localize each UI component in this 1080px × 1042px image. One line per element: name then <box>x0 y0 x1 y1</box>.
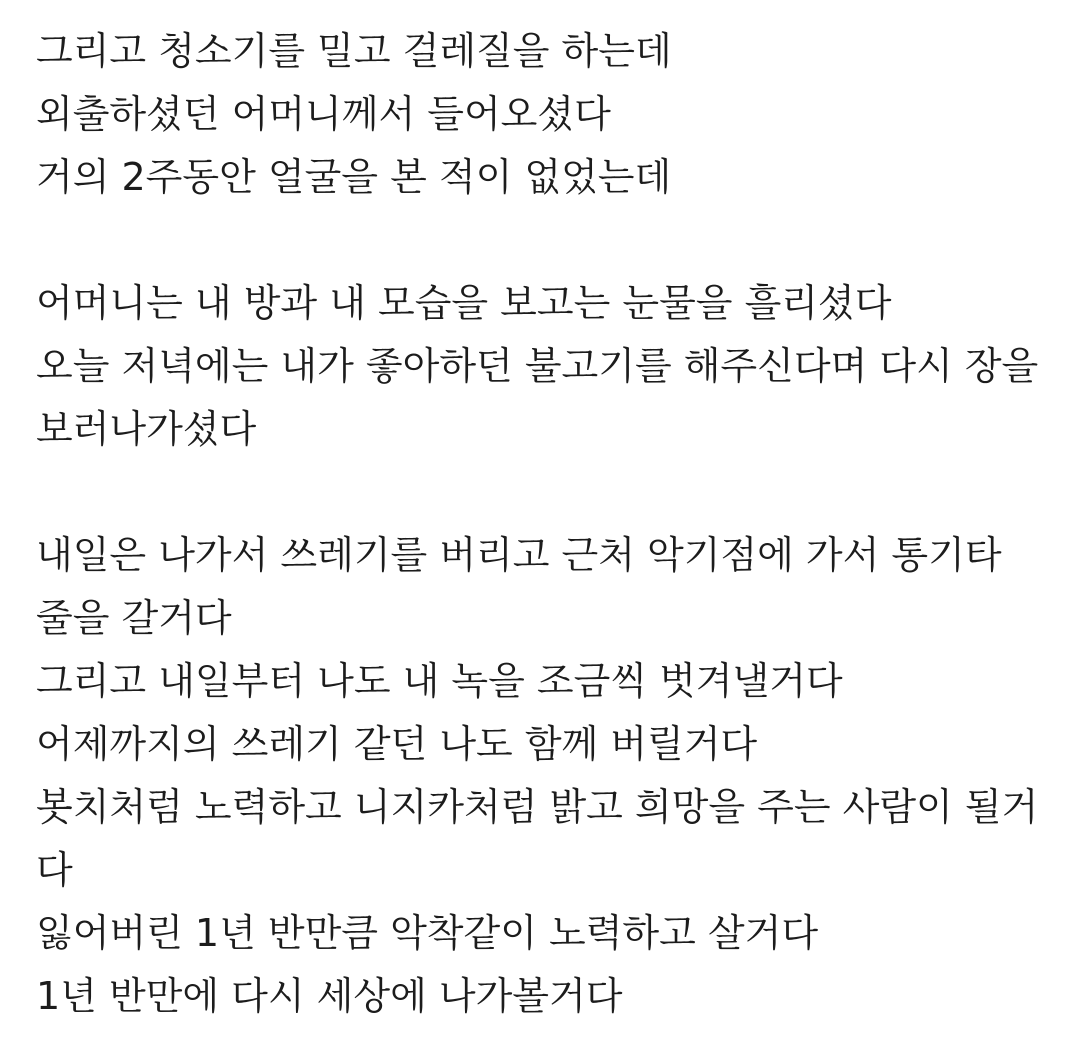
text-line: 그리고 내일부터 나도 내 녹을 조금씩 벗겨낼거다 <box>36 659 843 703</box>
text-line: 외출하셨던 어머니께서 들어오셨다 <box>36 92 611 136</box>
text-line: 다 <box>36 848 73 892</box>
text-line: 봇치처럼 노력하고 니지카처럼 밝고 희망을 주는 사람이 될거 <box>36 785 1039 829</box>
text-line: 그리고 청소기를 밀고 걸레질을 하는데 <box>36 29 672 73</box>
text-line: 잃어버린 1년 반만큼 악착같이 노력하고 살거다 <box>36 911 819 955</box>
text-line: 어머니는 내 방과 내 모습을 보고는 눈물을 흘리셨다 <box>36 281 892 325</box>
text-line: 내일은 나가서 쓰레기를 버리고 근처 악기점에 가서 통기타 <box>36 533 1002 577</box>
paragraph-1 <box>36 20 1066 209</box>
text-line: 거의 2주동안 얼굴을 본 적이 없었는데 <box>36 155 672 199</box>
paragraph-2 <box>36 272 1066 461</box>
paragraph-gap <box>36 209 1066 272</box>
text-line: 어제까지의 쓰레기 같던 나도 함께 버릴거다 <box>36 722 758 766</box>
text-line: 1년 반만에 다시 세상에 나가볼거다 <box>36 974 623 1018</box>
paragraph-gap <box>36 461 1066 524</box>
text-line: 오늘 저녁에는 내가 좋아하던 불고기를 해주신다며 다시 장을 <box>36 344 1039 388</box>
text-line: 줄을 갈거다 <box>36 596 232 640</box>
text-line: 보러나가셨다 <box>36 407 257 451</box>
paragraph-3 <box>36 524 1066 1028</box>
text-body <box>36 20 1066 1028</box>
